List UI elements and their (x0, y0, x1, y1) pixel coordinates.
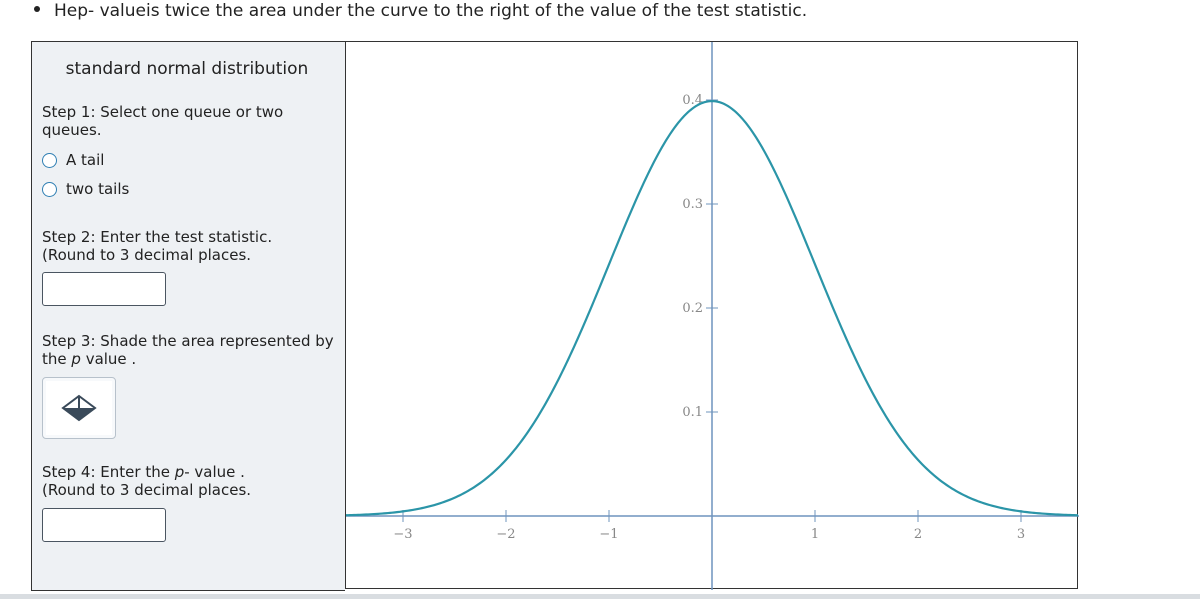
radio-one-tail-label: A tail (66, 151, 105, 169)
step4-prefix: Step 4: Enter the (42, 463, 175, 481)
step2-label (42, 228, 342, 264)
step1-label: Step 1: Select one queue or two queues. (42, 103, 284, 139)
chart-svg[interactable] (346, 42, 1079, 590)
y-tick-label: 0.2 (682, 301, 703, 316)
step3-var: p (71, 350, 81, 368)
step4-line2: (Round to 3 decimal places. (42, 481, 252, 499)
step3-suffix: value . (80, 350, 137, 368)
radio-circle-icon[interactable] (42, 182, 57, 197)
shade-tool-button[interactable] (42, 377, 116, 439)
x-tick-label: 2 (913, 527, 923, 542)
y-tick-label: 0.4 (682, 93, 703, 108)
instruction-text: Hep- valueis twice the area under the curve to the right of the value of the test statistic. (54, 1, 808, 21)
y-tick-label: 0.1 (682, 405, 703, 420)
step4-label (42, 463, 342, 499)
test-statistic-input[interactable] (42, 272, 166, 306)
control-panel (31, 41, 345, 591)
step3-prefix: Step 3: Shade the area represented by the (42, 332, 334, 368)
step4-suffix: - value . (184, 463, 245, 481)
bottom-strip (0, 594, 1200, 599)
radio-one-tail[interactable] (42, 151, 104, 169)
step4-var: p (174, 463, 185, 481)
x-tick-label: −1 (599, 527, 619, 542)
radio-two-tails[interactable] (42, 180, 129, 198)
step2-line2: (Round to 3 decimal places. (42, 246, 252, 264)
paint-bucket-icon (59, 393, 99, 423)
instruction-bullet (34, 0, 807, 24)
x-tick-label: −2 (496, 527, 516, 542)
radio-circle-icon[interactable] (42, 153, 57, 168)
normal-distribution-graph[interactable] (345, 41, 1078, 589)
x-tick-label: −3 (393, 527, 413, 542)
p-value-input[interactable] (42, 508, 166, 542)
step3-label (42, 332, 342, 368)
radio-two-tails-label: two tails (66, 180, 130, 198)
bullet-dot (34, 6, 40, 12)
panel-title: standard normal distribution (65, 59, 309, 79)
x-tick-label: 3 (1016, 527, 1026, 542)
x-tick-label: 1 (810, 527, 820, 542)
y-tick-label: 0.3 (682, 197, 703, 212)
step2-line1: Step 2: Enter the test statistic. (42, 228, 273, 246)
